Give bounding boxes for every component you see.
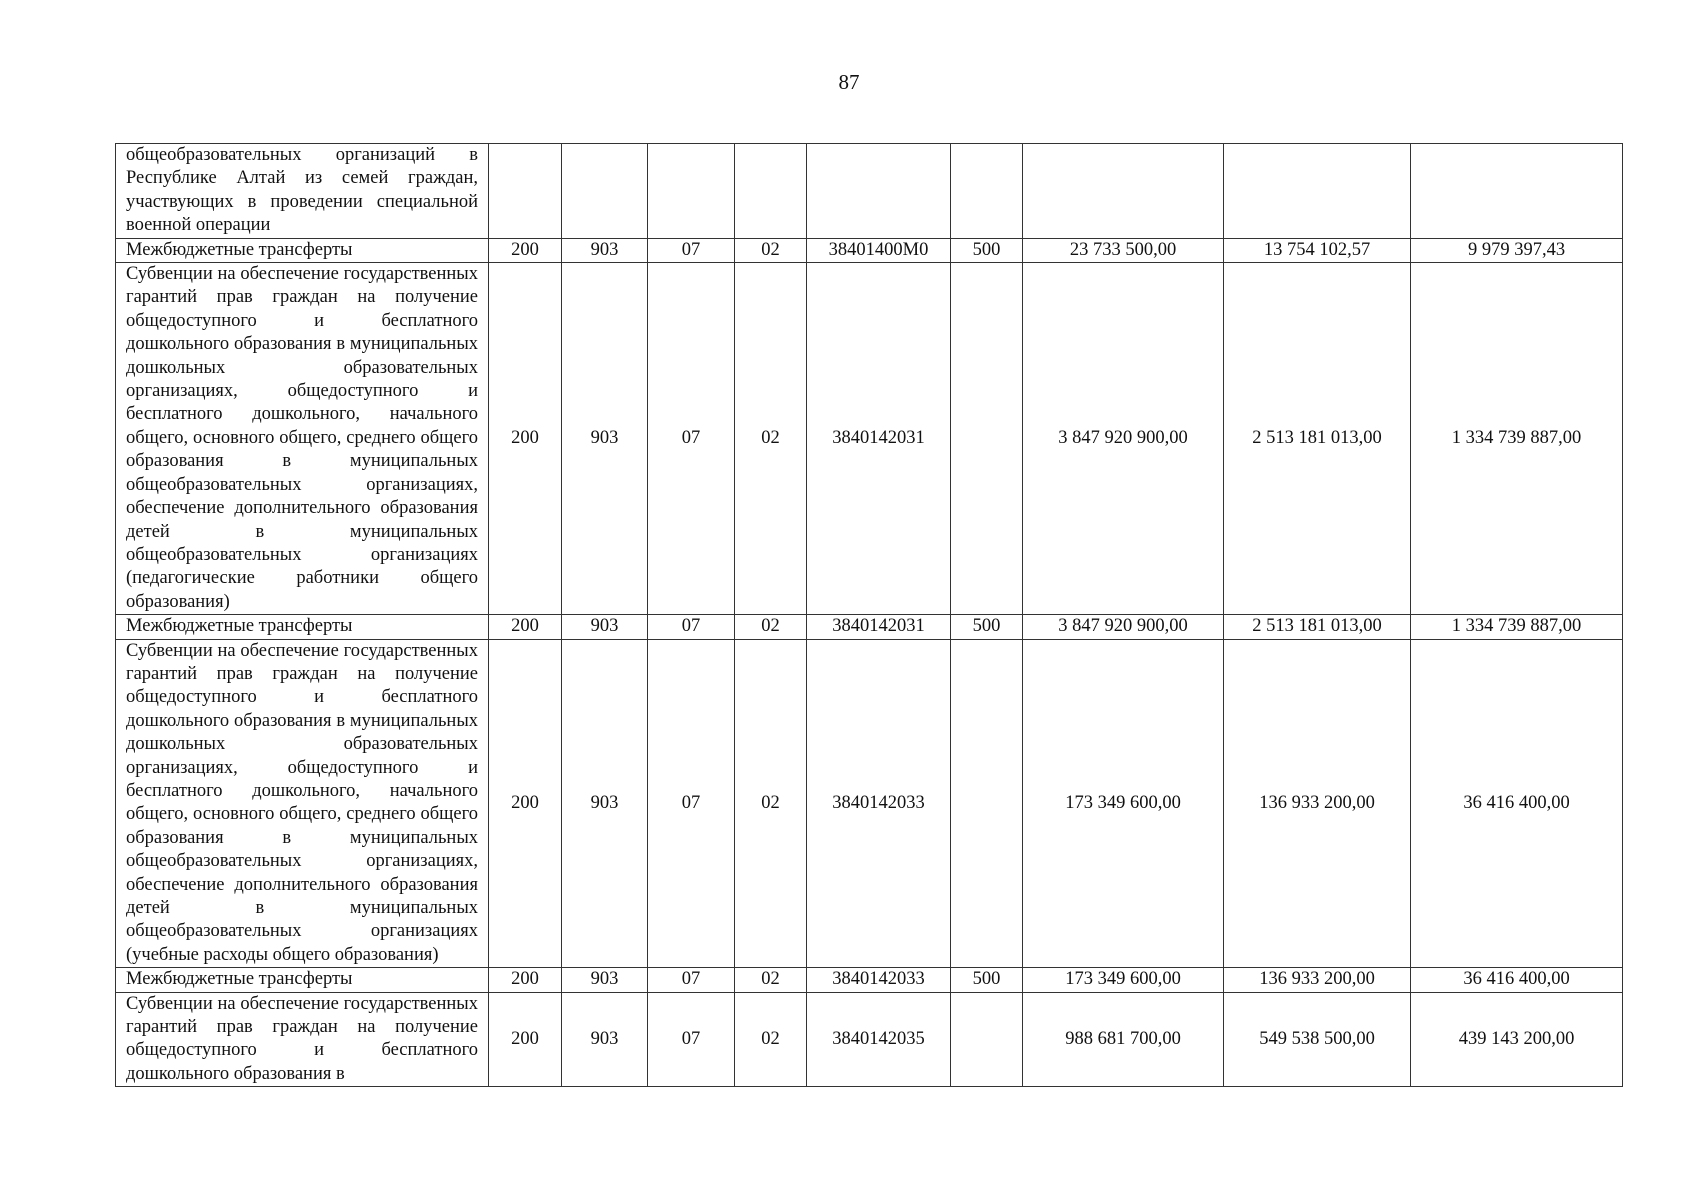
cell-target-code — [807, 144, 951, 239]
cell-amount-2 — [1224, 144, 1411, 239]
table-row — [116, 992, 1623, 1087]
cell-target-code: 3840142033 — [807, 639, 951, 968]
cell-col3 — [648, 144, 735, 239]
cell-target-code: 3840142031 — [807, 263, 951, 615]
cell-target-code: 38401400М0 — [807, 238, 951, 262]
cell-col2 — [562, 144, 648, 239]
table-row — [116, 238, 1623, 262]
cell-col1: 200 — [489, 615, 562, 639]
cell-col3: 07 — [648, 992, 735, 1087]
cell-col3: 07 — [648, 238, 735, 262]
row-description: Межбюджетные трансферты — [116, 968, 489, 992]
cell-amount-1: 23 733 500,00 — [1023, 238, 1224, 262]
cell-amount-1: 988 681 700,00 — [1023, 992, 1224, 1087]
cell-col4: 02 — [735, 263, 807, 615]
cell-col4: 02 — [735, 968, 807, 992]
cell-amount-2: 549 538 500,00 — [1224, 992, 1411, 1087]
table-row — [116, 968, 1623, 992]
cell-amount-3: 36 416 400,00 — [1411, 639, 1623, 968]
cell-amount-1: 3 847 920 900,00 — [1023, 263, 1224, 615]
cell-amount-1 — [1023, 144, 1224, 239]
cell-col4 — [735, 144, 807, 239]
row-description: Межбюджетные трансферты — [116, 615, 489, 639]
cell-expense-type — [951, 144, 1023, 239]
cell-amount-1: 173 349 600,00 — [1023, 968, 1224, 992]
cell-col1: 200 — [489, 639, 562, 968]
cell-expense-type — [951, 639, 1023, 968]
budget-table — [115, 143, 1623, 1087]
cell-target-code: 3840142031 — [807, 615, 951, 639]
cell-col1: 200 — [489, 263, 562, 615]
cell-col2: 903 — [562, 615, 648, 639]
cell-col4: 02 — [735, 615, 807, 639]
row-description: Субвенции на обеспечение государственных гарантий прав граждан на получение общедоступного и бесплатного дошкольного образования в муниципальных дошкольных образовательных организациях, общедоступного и бесплатного дошкольного, начального общего, основного общего, среднего общего образования в муниципальных общеобразовательных организациях, обеспечение дополнительного образования детей в муниципальных общеобразовательных организациях (учебные расходы общего образования) — [116, 639, 489, 968]
cell-amount-3: 36 416 400,00 — [1411, 968, 1623, 992]
cell-col3: 07 — [648, 639, 735, 968]
cell-amount-2: 2 513 181 013,00 — [1224, 263, 1411, 615]
table-row — [116, 263, 1623, 615]
cell-expense-type — [951, 263, 1023, 615]
row-description: общеобразовательных организаций в Республике Алтай из семей граждан, участвующих в проведении специальной военной операции — [116, 144, 489, 239]
cell-col4: 02 — [735, 238, 807, 262]
cell-amount-1: 173 349 600,00 — [1023, 639, 1224, 968]
row-description: Межбюджетные трансферты — [116, 238, 489, 262]
cell-col2: 903 — [562, 639, 648, 968]
cell-col3: 07 — [648, 615, 735, 639]
cell-col1 — [489, 144, 562, 239]
cell-col1: 200 — [489, 968, 562, 992]
cell-col2: 903 — [562, 263, 648, 615]
cell-col2: 903 — [562, 238, 648, 262]
cell-col2: 903 — [562, 968, 648, 992]
cell-expense-type: 500 — [951, 968, 1023, 992]
cell-amount-3: 9 979 397,43 — [1411, 238, 1623, 262]
page-number: 87 — [838, 70, 860, 94]
cell-amount-3 — [1411, 144, 1623, 239]
cell-amount-3: 439 143 200,00 — [1411, 992, 1623, 1087]
cell-amount-3: 1 334 739 887,00 — [1411, 615, 1623, 639]
cell-col4: 02 — [735, 639, 807, 968]
cell-col4: 02 — [735, 992, 807, 1087]
cell-amount-2: 2 513 181 013,00 — [1224, 615, 1411, 639]
cell-amount-3: 1 334 739 887,00 — [1411, 263, 1623, 615]
cell-target-code: 3840142033 — [807, 968, 951, 992]
table-row — [116, 639, 1623, 968]
cell-expense-type: 500 — [951, 238, 1023, 262]
cell-expense-type: 500 — [951, 615, 1023, 639]
cell-amount-2: 136 933 200,00 — [1224, 639, 1411, 968]
cell-target-code: 3840142035 — [807, 992, 951, 1087]
cell-col3: 07 — [648, 968, 735, 992]
row-description: Субвенции на обеспечение государственных гарантий прав граждан на получение общедоступного и бесплатного дошкольного образования в — [116, 992, 489, 1087]
table-row — [116, 615, 1623, 639]
cell-col2: 903 — [562, 992, 648, 1087]
cell-amount-1: 3 847 920 900,00 — [1023, 615, 1224, 639]
cell-col1: 200 — [489, 238, 562, 262]
table-row — [116, 144, 1623, 239]
cell-amount-2: 13 754 102,57 — [1224, 238, 1411, 262]
cell-expense-type — [951, 992, 1023, 1087]
cell-col3: 07 — [648, 263, 735, 615]
cell-col1: 200 — [489, 992, 562, 1087]
cell-amount-2: 136 933 200,00 — [1224, 968, 1411, 992]
row-description: Субвенции на обеспечение государственных гарантий прав граждан на получение общедоступного и бесплатного дошкольного образования в муниципальных дошкольных образовательных организациях, общедоступного и бесплатного дошкольного, начального общего, основного общего, среднего общего образования в муниципальных общеобразовательных организациях, обеспечение дополнительного образования детей в муниципальных общеобразовательных организациях (педагогические работники общего образования) — [116, 263, 489, 615]
